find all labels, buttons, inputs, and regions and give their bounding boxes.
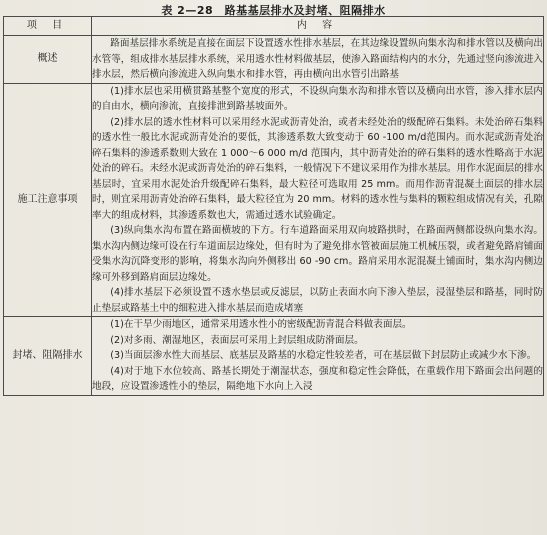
paragraph: (3)纵向集水沟布置在路面横坡的下方。行车道路面采用双向坡路拱时，在路面两侧都设纵向集水沟。集水沟内侧边缘可设在行车道面层边缘处，但有时为了避免排水管被面层施工机械压裂，或者避免路肩铺面受集水沟沉降变形的影响，将集水沟向外侧移出 60 -90 cm。路肩采用水泥混凝土铺面时，集水沟内侧边缘可外移到路肩面层边缘处。 <box>92 225 543 283</box>
content-table <box>3 16 544 396</box>
table-row <box>4 83 544 317</box>
table-row <box>4 317 544 396</box>
paragraph: (1)在干旱少雨地区，通常采用透水性小的密级配沥青混合料做表面层。 <box>110 319 412 330</box>
table-caption: 表 2—28 路基基层排水及封堵、阻隔排水 <box>161 4 386 17</box>
row-label-sealing-drainage: 封堵、阻隔排水 <box>4 317 92 396</box>
paragraph: (2)对多雨、潮湿地区，表面层可采用上封层组成防滑面层。 <box>110 334 364 346</box>
table-row <box>4 36 544 84</box>
table-header-row <box>4 17 544 36</box>
row-content-overview <box>92 36 544 84</box>
row-label-construction-notes: 施工注意事项 <box>4 83 92 317</box>
paragraph: (1)排水层也采用横贯路基整个宽度的形式，不设纵向集水沟和排水管以及横向出水管，渗入排水层内的自由水，横向渗流，直接排泄到路基坡面外。 <box>92 85 543 112</box>
paragraph: 路面基层排水系统是直接在面层下设置透水性排水基层，在其边缘设置纵向集水沟和排水管以及横向出水管等，组成排水基层排水系统，采用透水性材料做基层，使渗入路面结构内的水分，先通过竖向渗流进入排水层，然后横向渗流进入纵向集水和排水管，再由横向出水管引出路基 <box>92 38 543 80</box>
header-item: 项 目 <box>4 17 92 36</box>
row-label-overview: 概述 <box>4 36 92 84</box>
row-content-sealing-drainage <box>92 317 544 396</box>
row-content-construction-notes <box>92 83 544 317</box>
paragraph: (2)排水层的透水性材料可以采用经水泥或沥青处治，或者未经处治的级配碎石集料。未处治碎石集料的透水性一般比水泥或沥青处治的要低，其渗透系数大致变动于 60 -100 m/d范围内。而水泥或沥青处治碎石集料的渗透系数则大致在 1 000～6 000 m/d 范围内，其中沥青处治的碎石集料的透水性略高于水泥处治的碎石。未经水泥或沥青处治的碎石集料，一般情况下不建议采用作为排水基层。用作水泥面层的排水基层时，宜采用水泥处治升级配碎石集料，最大粒径可选取用 25 mm。而用作沥青混凝土面层的排水层时，则宜采用沥青处治碎石集料，最大粒径宜为 20 mm。材料的透水性与集料的颗粒组成情况有关，孔隙率大的组成材料，其渗透系数也大，需通过透水试验确定。 <box>92 116 543 221</box>
header-content: 内 容 <box>92 17 544 36</box>
paragraph: (4)排水基层下必须设置不透水垫层或反滤层，以防止表面水向下渗入垫层，浸湿垫层和路基，同时防止垫层或路基土中的细粒进入排水基层而造成堵塞 <box>92 287 543 314</box>
paragraph: (3)当面层渗水性大而基层、底基层及路基的水稳定性较差者，可在基层做下封层防止或减少水下渗。 <box>110 350 537 361</box>
paragraph: (4)对于地下水位较高、路基长期处于潮湿状态，强度和稳定性会降低，在重载作用下路面会出问题的地段，应设置渗透性小的垫层，隔绝地下水向上入浸 <box>92 365 543 392</box>
